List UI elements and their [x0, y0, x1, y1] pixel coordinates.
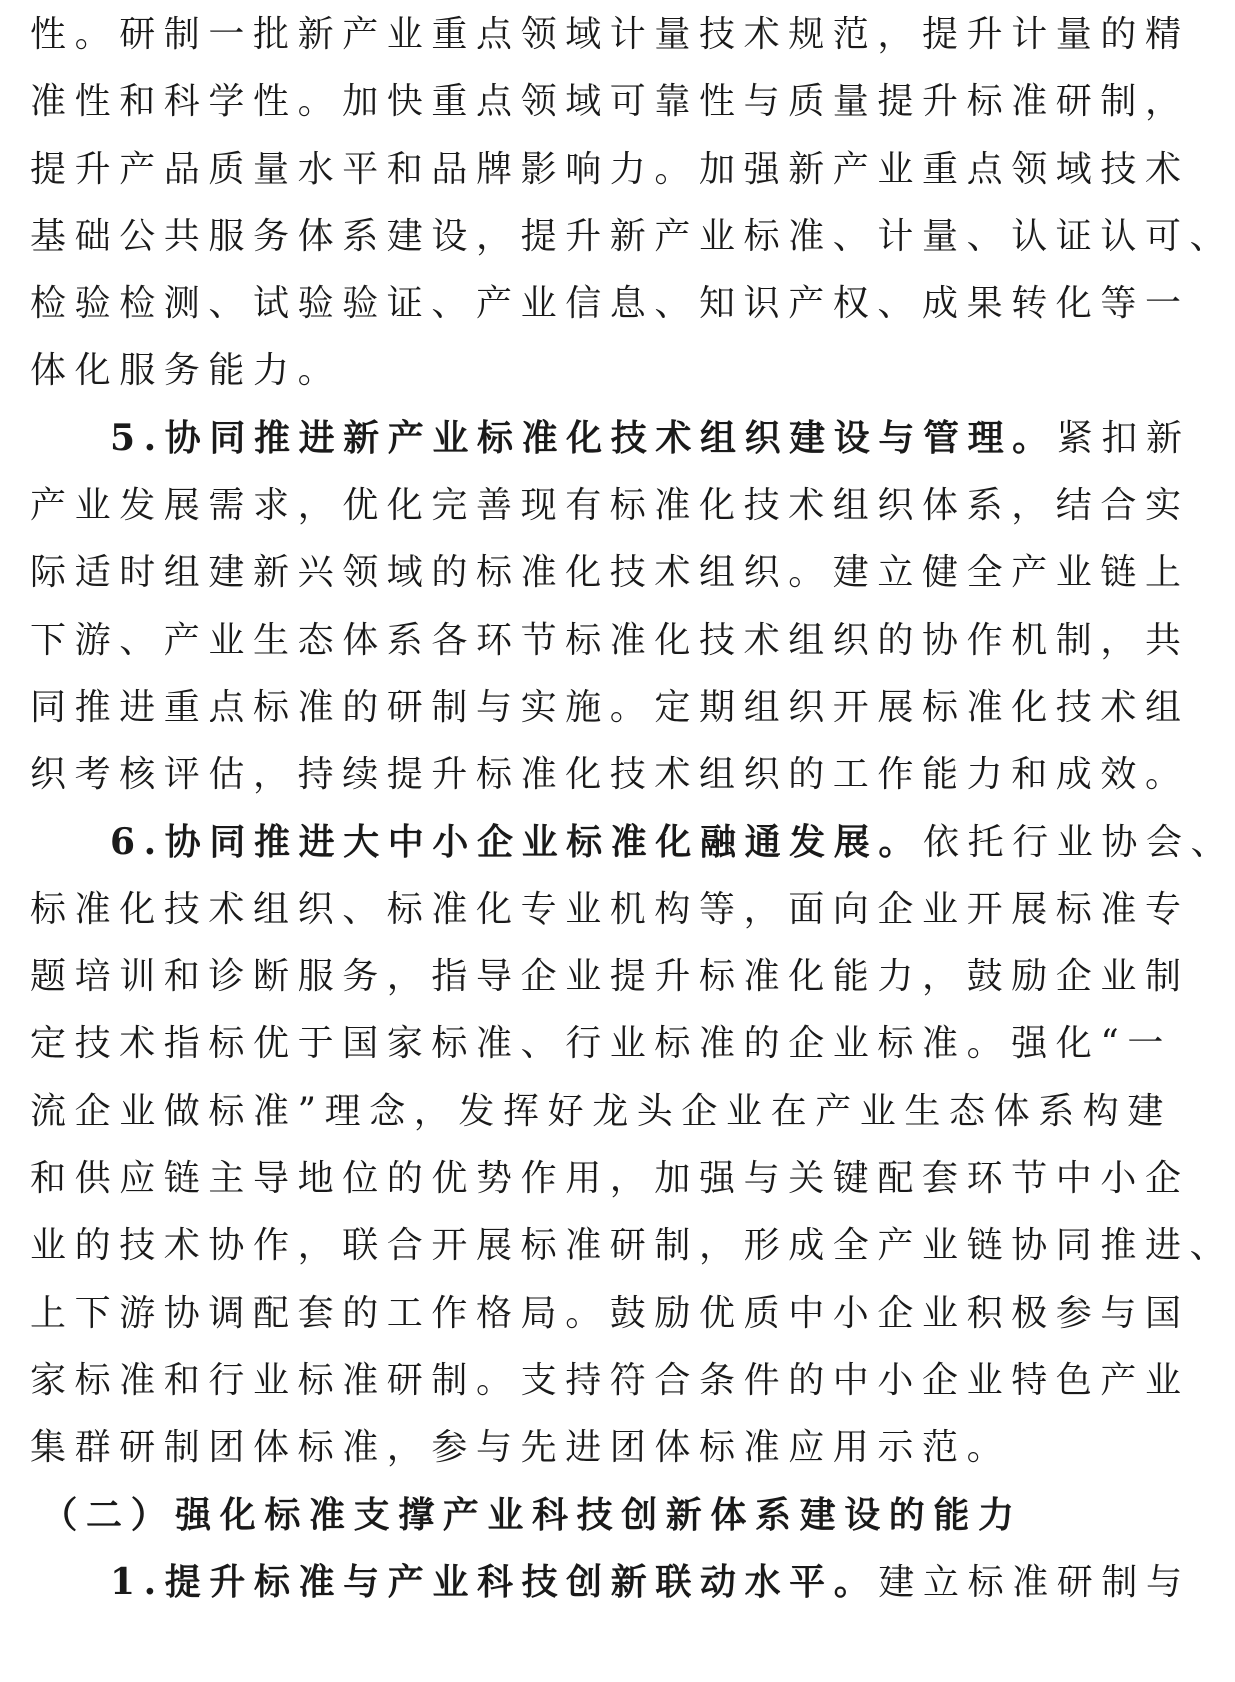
item-1-paragraph	[30, 1549, 1191, 1616]
item-5-first-line-text: 紧扣新	[1056, 417, 1191, 459]
continuation-paragraph	[30, 1, 1235, 405]
text-line: 织考核评估，持续提升标准化技术组织的工作能力和成效。	[30, 754, 1190, 796]
text-line: 题培训和诊断服务，指导企业提升标准化能力，鼓励企业制	[30, 956, 1190, 998]
item-5-paragraph	[30, 405, 1191, 809]
text-line: 性。研制一批新产业重点领域计量技术规范，提升计量的精	[30, 14, 1190, 55]
item-6-first-line-text: 依托行业协会、	[922, 821, 1235, 863]
text-line: 际适时组建新兴领域的标准化技术组织。建立健全产业链上	[30, 552, 1190, 594]
paragraph-first-line	[30, 405, 1191, 472]
text-line: 产业发展需求，优化完善现有标准化技术组织体系，结合实	[30, 485, 1190, 527]
text-line: 上下游协调配套的工作格局。鼓励优质中小企业积极参与国	[30, 1292, 1190, 1334]
paragraph-first-line	[30, 1549, 1191, 1616]
item-6-paragraph	[30, 809, 1235, 1482]
text-line: 家标准和行业标准研制。支持符合条件的中小企业特色产业	[30, 1359, 1190, 1401]
text-line: 准性和科学性。加快重点领域可靠性与质量提升标准研制，	[30, 81, 1190, 123]
paragraph-first-line	[30, 809, 1235, 876]
text-line: 业的技术协作，联合开展标准研制，形成全产业链协同推进、	[30, 1225, 1235, 1267]
text-line: 集群研制团体标准，参与先进团体标准应用示范。	[30, 1427, 1012, 1469]
item-5-heading: 5.协同推进新产业标准化技术组织建设与管理。	[110, 416, 1057, 459]
item-6-heading: 6.协同推进大中小企业标准化融通发展。	[110, 820, 923, 863]
item-1-first-line-text: 建立标准研制与	[878, 1561, 1191, 1603]
text-line: 同推进重点标准的研制与实施。定期组织开展标准化技术组	[30, 686, 1190, 728]
text-line: 检验检测、试验验证、产业信息、知识产权、成果转化等一	[30, 283, 1190, 325]
text-line: 提升产品质量水平和品牌影响力。加强新产业重点领域技术	[30, 148, 1190, 190]
item-1-heading: 1.提升标准与产业科技创新联动水平。	[110, 1560, 879, 1603]
text-line: 下游、产业生态体系各环节标准化技术组织的协作机制，共	[30, 619, 1190, 661]
text-line: 基础公共服务体系建设，提升新产业标准、计量、认证认可、	[30, 215, 1235, 257]
text-line: 流企业做标准”理念，发挥好龙头企业在产业生态体系构建	[30, 1090, 1173, 1132]
text-line: 体化服务能力。	[30, 350, 343, 392]
text-line: 定技术指标优于国家标准、行业标准的企业标准。强化“一	[30, 1023, 1173, 1065]
document-page	[30, 0, 1235, 1616]
section-heading: （二）强化标准支撑产业科技创新体系建设的能力	[41, 1493, 1023, 1536]
text-line: 和供应链主导地位的优势作用，加强与关键配套环节中小企	[30, 1158, 1190, 1200]
text-line: 标准化技术组织、标准化专业机构等，面向企业开展标准专	[30, 888, 1190, 930]
